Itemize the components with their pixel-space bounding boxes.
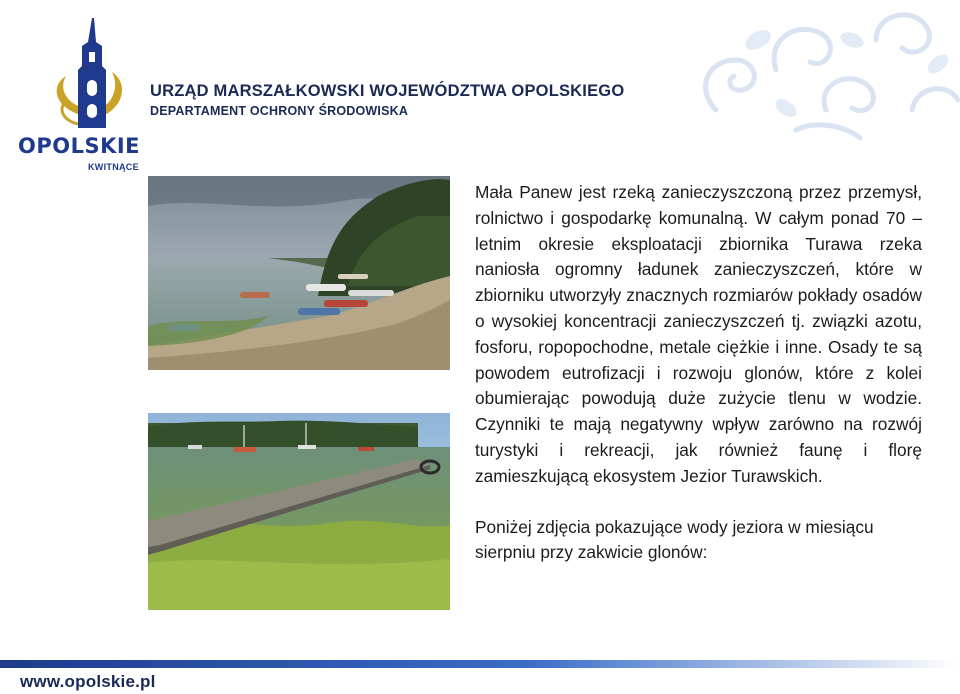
office-name: URZĄD MARSZAŁKOWSKI WOJEWÓDZTWA OPOLSKIEGO: [150, 82, 625, 100]
opolskie-logo: [14, 16, 144, 172]
paragraph-photo-caption: Poniżej zdjęcia pokazujące wody jeziora w miesiącu sierpniu przy zakwicie glonów:: [475, 516, 874, 563]
swirl-ornament-icon: [676, 0, 960, 140]
church-tower-icon: [14, 16, 144, 134]
footer-bar: [0, 660, 960, 668]
lakeshore-photo: [148, 176, 450, 370]
pier-algae-photo: [148, 413, 450, 610]
department-name: DEPARTAMENT OCHRONY ŚRODOWISKA: [150, 104, 409, 118]
brand-tagline: KWITNĄCE: [88, 162, 139, 172]
brand-word: OPOLSKIE: [17, 134, 141, 158]
footer-url[interactable]: www.opolskie.pl: [20, 672, 156, 691]
paragraph-pollution: Mała Panew jest rzeką zanieczyszczoną przez przemysł, rolnictwo i gospodarkę komunalną. W całym ponad 70 – letnim okresie eksploatacji zbiornika Turawa rzeka naniosła ogromny ładunek zanieczyszczeń, które w zbiorniku utworzyły znacznych rozmiarów pokłady osadów o wysokiej koncentracji zanieczyszczeń tj. związki azotu, fosforu, ropopochodne, metale ciężkie i inne. Osady te są powodem eutrofizacji i rozwoju glonów, które z kolei obumierając powodują duże zużycie tlenu w wodzie. Czynniki te mają negatywny wpływ zarówno na rozwój turystyki i rekreacji, jak również faunę i florę zamieszkującą ekosystem Jezior Turawskich.: [475, 182, 922, 486]
body-text: [475, 180, 922, 566]
